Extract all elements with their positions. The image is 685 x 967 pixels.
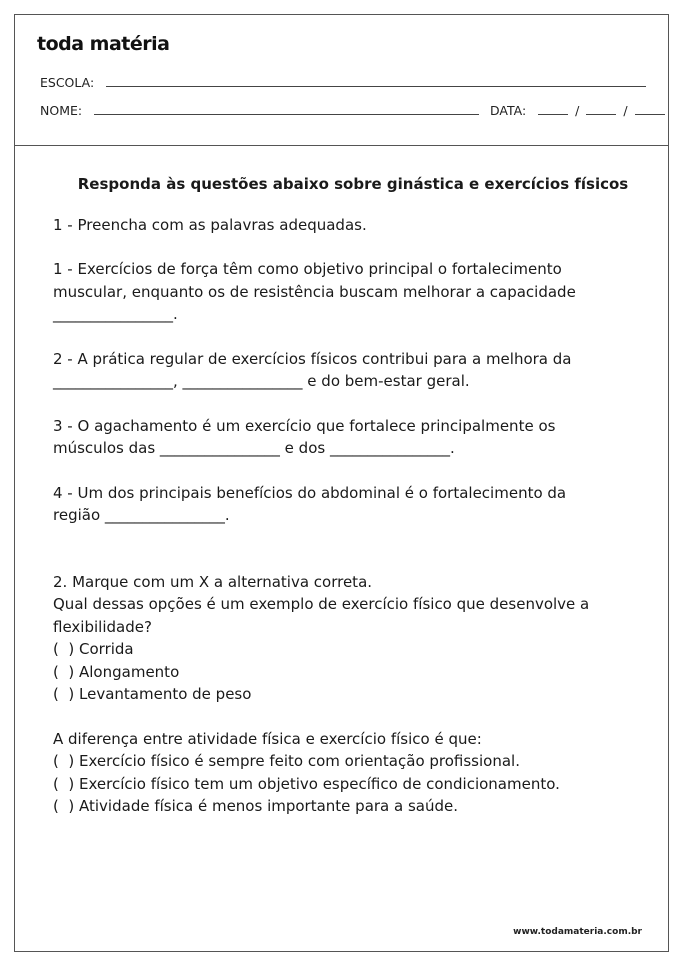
data-label: DATA: bbox=[490, 103, 527, 118]
question-1-intro: 1 - Preencha com as palavras adequadas. bbox=[53, 215, 367, 234]
escola-row bbox=[40, 75, 646, 90]
option-checkbox[interactable]: ( ) Exercício físico tem um objetivo específico de condicionamento. bbox=[53, 774, 560, 793]
brand-logo: toda matéria bbox=[37, 33, 170, 55]
date-year-field[interactable] bbox=[635, 113, 665, 115]
worksheet-page bbox=[14, 14, 669, 952]
date-separator: / bbox=[623, 103, 628, 118]
option-checkbox[interactable]: ( ) Levantamento de peso bbox=[53, 685, 252, 703]
option-checkbox[interactable]: ( ) Corrida bbox=[53, 640, 134, 658]
footer-url: www.todamateria.com.br bbox=[513, 927, 642, 937]
option-checkbox[interactable]: ( ) Atividade física é menos importante para a saúde. bbox=[53, 797, 459, 815]
data-row bbox=[490, 103, 665, 118]
question-3-text: A diferença entre atividade física e exercício físico é que: bbox=[53, 729, 482, 748]
nome-field[interactable] bbox=[94, 113, 479, 115]
fill-item-4: 4 - Um dos principais benefícios do abdominal é o fortalecimento da região ________________. bbox=[53, 483, 567, 524]
fill-item-3: 3 - O agachamento é um exercício que fortalece principalmente os músculos das ________________ e dos ________________. bbox=[53, 416, 556, 457]
fill-item-2: 2 - A prática regular de exercícios físicos contribui para a melhora da ________________, ________________ e do bem-estar geral. bbox=[53, 349, 572, 390]
escola-field[interactable] bbox=[106, 85, 646, 87]
option-checkbox[interactable]: ( ) Alongamento bbox=[53, 662, 180, 681]
date-separator: / bbox=[575, 103, 580, 118]
option-checkbox[interactable]: ( ) Exercício físico é sempre feito com orientação profissional. bbox=[53, 752, 520, 770]
fill-item-1: 1 - Exercícios de força têm como objetivo principal o fortalecimento muscular, enquanto os de resistência buscam melhorar a capacidade ________________. bbox=[53, 260, 576, 323]
question-2-intro: 2. Marque com um X a alternativa correta. bbox=[53, 572, 373, 591]
worksheet-header bbox=[15, 15, 668, 146]
question-2-text: Qual dessas opções é um exemplo de exercício físico que desenvolve a flexibilidade? bbox=[53, 595, 590, 636]
worksheet-content bbox=[53, 173, 653, 818]
nome-row bbox=[40, 103, 479, 118]
escola-label: ESCOLA: bbox=[40, 75, 95, 90]
date-month-field[interactable] bbox=[586, 113, 616, 115]
date-day-field[interactable] bbox=[538, 113, 568, 115]
nome-label: NOME: bbox=[40, 103, 83, 118]
worksheet-title: Responda às questões abaixo sobre ginástica e exercícios físicos bbox=[77, 175, 629, 193]
